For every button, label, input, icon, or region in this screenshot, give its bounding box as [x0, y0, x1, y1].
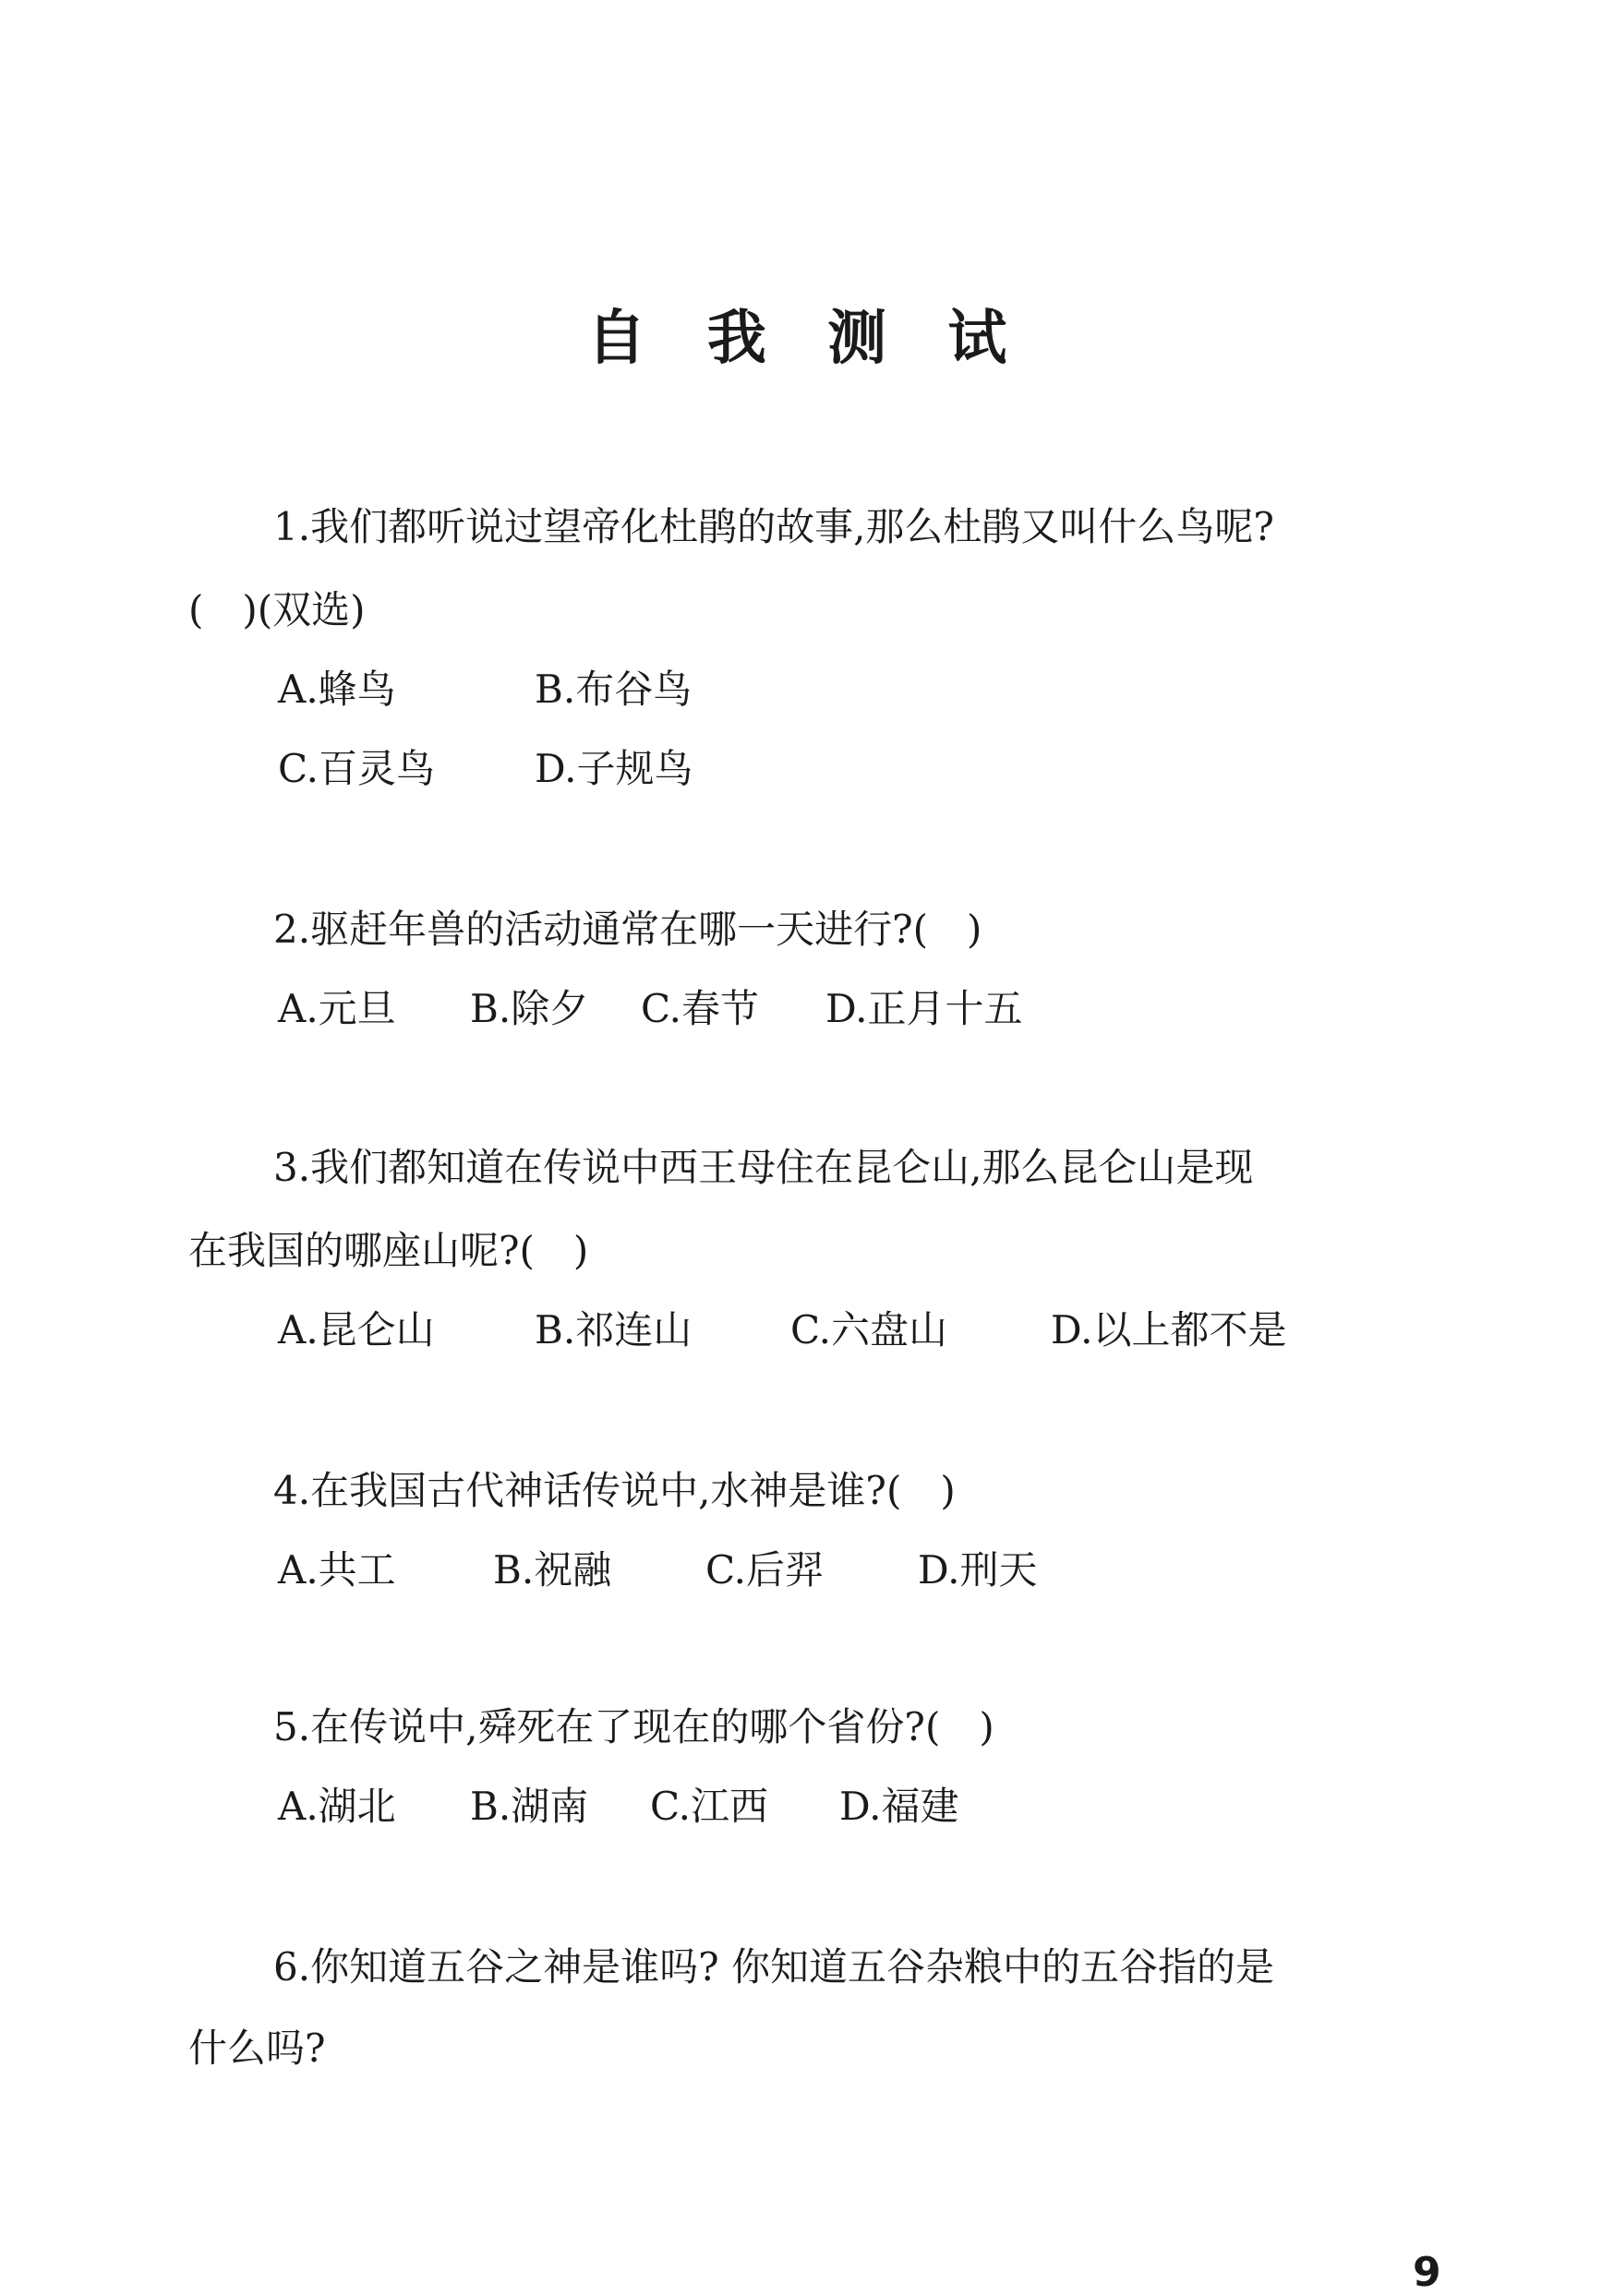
question-5-text: 5.在传说中,舜死在了现在的哪个省份?( )	[273, 1704, 994, 1749]
question-1-text-continued: ( )(双选)	[188, 587, 366, 632]
question-3-option-b: B.祁连山	[535, 1307, 693, 1352]
question-4-text: 4.在我国古代神话传说中,水神是谁?( )	[273, 1468, 956, 1513]
question-4-option-c: C.后羿	[705, 1547, 824, 1593]
question-6-text-continued: 什么吗?	[188, 2026, 326, 2071]
question-1-text: 1.我们都听说过望帝化杜鹃的故事,那么杜鹃又叫什么鸟呢?	[273, 504, 1274, 549]
question-3-option-a: A.昆仑山	[278, 1307, 435, 1352]
question-3-text-continued: 在我国的哪座山呢?( )	[188, 1228, 589, 1273]
question-1-option-b: B.布谷鸟	[535, 667, 693, 712]
question-2-option-b: B.除夕	[470, 986, 589, 1031]
question-4-option-a: A.共工	[278, 1547, 396, 1593]
question-6-text: 6.你知道五谷之神是谁吗? 你知道五谷杂粮中的五谷指的是	[273, 1944, 1274, 1989]
question-2-option-d: D.正月十五	[825, 986, 1023, 1031]
question-5-option-c: C.江西	[650, 1784, 768, 1829]
question-4-option-b: B.祝融	[493, 1547, 612, 1593]
question-5-option-a: A.湖北	[278, 1784, 396, 1829]
question-1-option-a: A.蜂鸟	[278, 667, 396, 712]
page-number: 9	[1413, 2249, 1441, 2296]
question-2-option-a: A.元旦	[278, 986, 396, 1031]
question-3-option-c: C.六盘山	[790, 1307, 947, 1352]
question-5-option-b: B.湖南	[470, 1784, 589, 1829]
question-1-option-d: D.子规鸟	[535, 746, 693, 791]
question-2-option-c: C.春节	[641, 986, 759, 1031]
page-title: 自 我 测 试	[586, 304, 1028, 373]
question-3-option-d: D.以上都不是	[1051, 1307, 1287, 1352]
question-4-option-d: D.刑天	[918, 1547, 1038, 1593]
question-1-option-c: C.百灵鸟	[278, 746, 435, 791]
question-3-text: 3.我们都知道在传说中西王母住在昆仑山,那么昆仑山是现	[273, 1145, 1254, 1190]
question-2-text: 2.驱赶年兽的活动通常在哪一天进行?( )	[273, 907, 982, 952]
question-5-option-d: D.福建	[839, 1784, 959, 1829]
